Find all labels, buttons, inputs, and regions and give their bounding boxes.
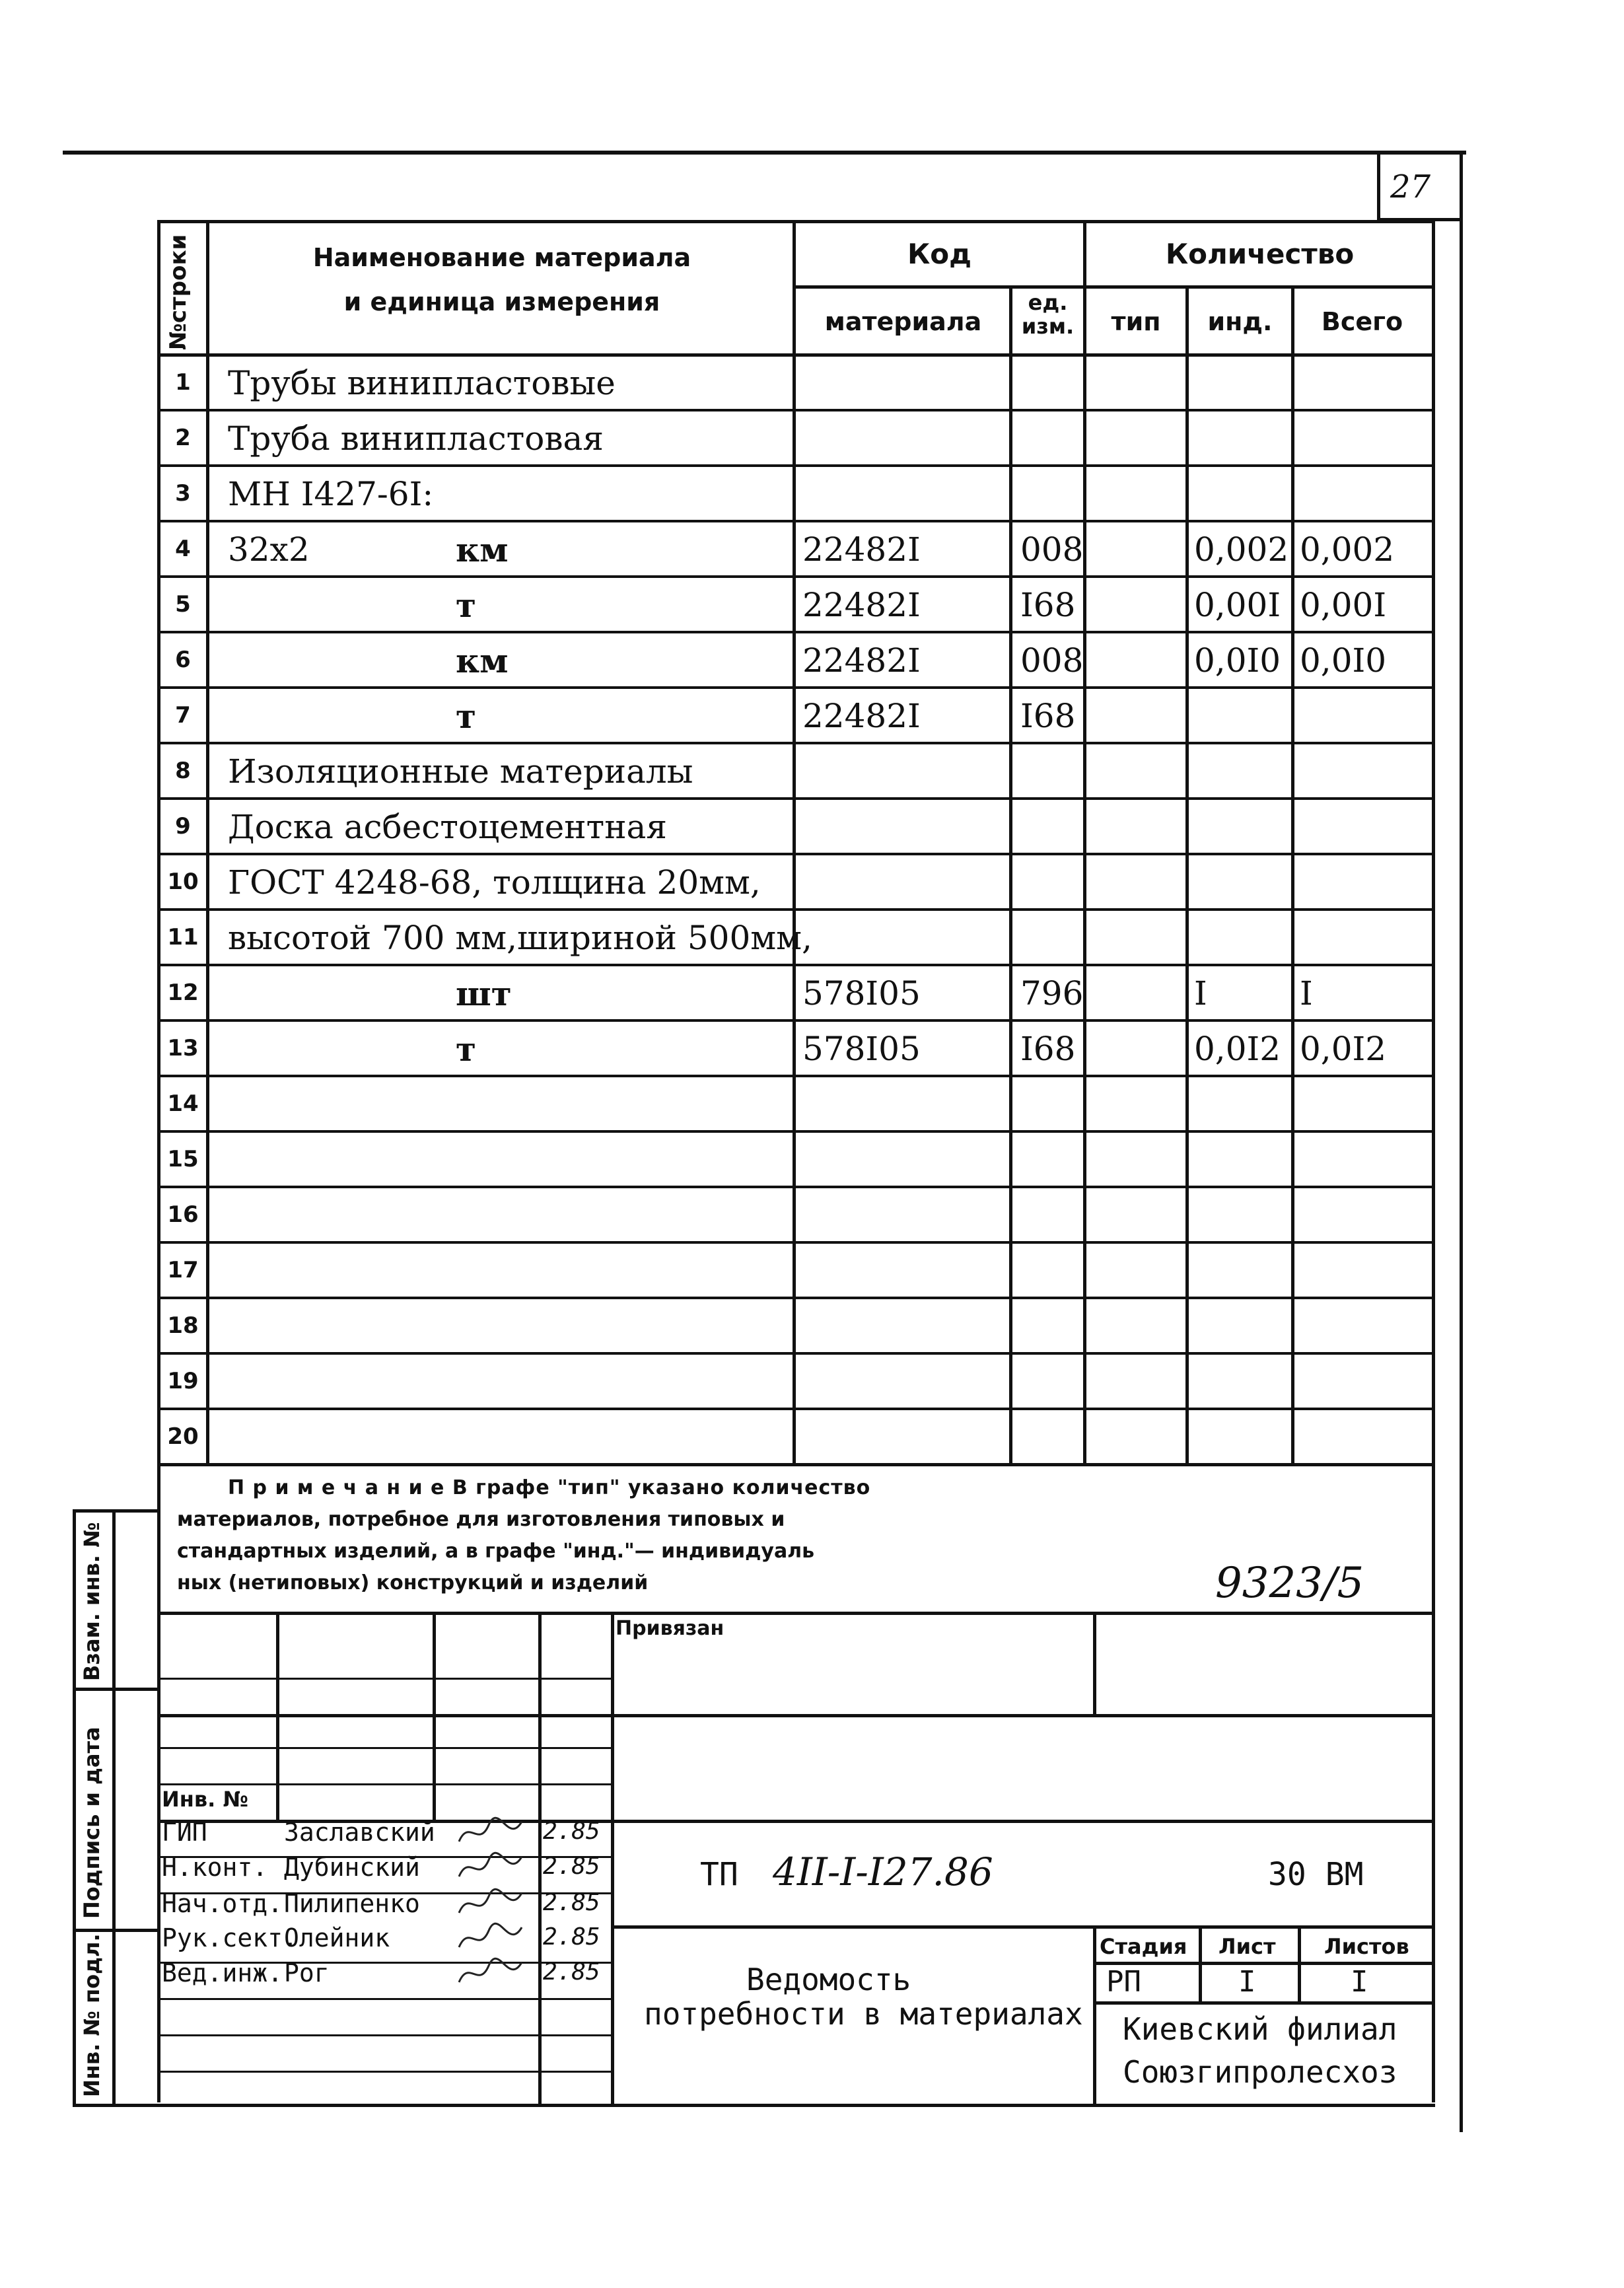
- signature-scribble-icon: [456, 1815, 528, 1851]
- right-edge-line: [1460, 151, 1463, 2132]
- tb-project-code: ТП: [700, 1856, 738, 1893]
- col-line-type: [1185, 285, 1189, 1465]
- row-number: 13: [167, 1035, 199, 1061]
- row-number: 2: [175, 425, 191, 451]
- side-label-podpis: Подпись и дата: [79, 1727, 104, 1919]
- cell-unit-code: I68: [1020, 697, 1076, 735]
- signature-scribble-icon: [456, 1850, 528, 1886]
- side-label-inv: Инв. № подл.: [79, 1933, 104, 2097]
- signature-date: 2.85: [543, 1818, 600, 1845]
- cell-code: 22482I: [802, 641, 921, 680]
- handwritten-number: 9323/5: [1215, 1559, 1364, 1608]
- cell-total: I: [1300, 974, 1313, 1013]
- header-bottom-line: [157, 353, 1435, 357]
- signature-scribble-icon: [456, 1886, 528, 1923]
- col-line-code: [1009, 285, 1012, 1465]
- signature-role: Рук.сект.: [162, 1923, 298, 1952]
- tb-col-2: [433, 1612, 436, 1820]
- tb-sheet-mark: 30 ВМ: [1268, 1856, 1364, 1893]
- header-mid-line: [793, 285, 1433, 289]
- row-line: [157, 1297, 1435, 1299]
- col-line-unit: [1083, 220, 1086, 1465]
- cell-ind: 0,002: [1194, 530, 1289, 569]
- cell-total: 0,0I0: [1300, 641, 1387, 680]
- tb-grid-7: [157, 1998, 611, 2000]
- row-line: [157, 1186, 1435, 1188]
- tb-sheet: I: [1238, 1965, 1256, 1999]
- tb-col-3: [538, 1612, 542, 2104]
- row-number: 20: [167, 1423, 199, 1450]
- header-name-line1: Наименование материала: [312, 243, 691, 272]
- page-number-box-left: [1377, 151, 1380, 220]
- tb-line-bottom: [157, 2104, 1435, 2107]
- header-qty-total: Всего: [1321, 307, 1403, 336]
- signature-role: Нач.отд.: [162, 1889, 283, 1918]
- signature-name: Дубинский: [284, 1853, 420, 1882]
- row-line: [157, 575, 1435, 578]
- row-line: [157, 1352, 1435, 1355]
- tb-sheets: I: [1351, 1965, 1368, 1999]
- tb-privyazan: Привязан: [616, 1617, 724, 1640]
- row-number: 7: [175, 702, 191, 729]
- cell-code: 22482I: [802, 530, 921, 569]
- cell-unit: т: [456, 1030, 476, 1069]
- tb-line-top: [157, 1612, 1435, 1615]
- cell-name: Трубы винипластовые: [228, 364, 616, 402]
- row-line: [157, 1019, 1435, 1022]
- cell-unit: т: [456, 697, 476, 736]
- cell-unit-code: 008: [1020, 530, 1084, 569]
- cell-ind: 0,00I: [1194, 586, 1281, 624]
- table-top-border: [157, 220, 1435, 223]
- tb-grid-8: [157, 2034, 611, 2036]
- row-number: 4: [175, 536, 191, 562]
- tb-grid-9: [157, 2071, 611, 2073]
- cell-name: МН I427-6I:: [228, 475, 434, 513]
- signature-role: Н.конт.: [162, 1853, 268, 1882]
- cell-ind: I: [1194, 974, 1207, 1013]
- note-line-1: П р и м е ч а н и е В графе "тип" указано количество: [228, 1476, 871, 1499]
- header-qty-ind: инд.: [1207, 307, 1273, 336]
- cell-name: высотой 700 мм,шириной 500мм,: [228, 919, 812, 957]
- tb-line-stage: [1093, 1962, 1435, 1965]
- side-label-vzam: Взам. инв. №: [79, 1522, 104, 1681]
- tb-line-2: [157, 1714, 1435, 1717]
- tb-col-stage: [1093, 1925, 1096, 2104]
- tb-grid-2: [157, 1747, 611, 1749]
- header-row-number: №строки: [165, 234, 192, 350]
- note-line-4: ных (нетиповых) конструкций и изделий: [177, 1571, 649, 1594]
- row-number: 12: [167, 980, 199, 1006]
- tb-doc-title-2: потребности в материалах: [644, 1996, 1083, 2032]
- signature-date: 2.85: [543, 1889, 600, 1916]
- tb-org-1: Киевский филиал: [1123, 2011, 1397, 2047]
- header-quantity: Количество: [1165, 238, 1355, 270]
- row-line: [157, 686, 1435, 689]
- tb-grid-1: [157, 1678, 611, 1680]
- tb-sheets-label: Листов: [1324, 1934, 1409, 1959]
- tb-line-4: [611, 1925, 1435, 1929]
- cell-code: 578I05: [802, 1030, 921, 1068]
- row-number: 14: [167, 1090, 199, 1117]
- row-line: [157, 964, 1435, 966]
- row-number: 1: [175, 369, 191, 396]
- cell-unit-code: 008: [1020, 641, 1084, 680]
- cell-code: 578I05: [802, 974, 921, 1013]
- row-line: [157, 631, 1435, 633]
- row-line: [157, 1241, 1435, 1244]
- row-number: 11: [167, 924, 199, 950]
- signature-role: Вед.инж.: [162, 1958, 283, 1987]
- col-line-ind: [1291, 285, 1294, 1465]
- side-stamp-inner: [112, 1509, 116, 2107]
- tb-project-number: 4II-I-I27.86: [773, 1849, 993, 1894]
- row-number: 17: [167, 1257, 199, 1283]
- tb-inv-no: Инв. №: [162, 1787, 248, 1812]
- tb-doc-title-1: Ведомость: [746, 1962, 911, 1997]
- signature-date: 2.85: [543, 1923, 600, 1950]
- row-line: [157, 409, 1435, 411]
- row-line: [157, 1408, 1435, 1410]
- row-line: [157, 853, 1435, 855]
- cell-name: ГОСТ 4248-68, толщина 20мм,: [228, 863, 761, 902]
- signature-name: Рог: [284, 1958, 330, 1987]
- cell-unit: км: [456, 530, 509, 569]
- row-line: [157, 1130, 1435, 1133]
- tb-col-sheets: [1298, 1925, 1301, 2001]
- cell-total: 0,0I2: [1300, 1030, 1387, 1068]
- cell-ind: 0,0I2: [1194, 1030, 1281, 1068]
- cell-unit: км: [456, 641, 509, 680]
- cell-name: Доска асбестоцементная: [228, 808, 667, 846]
- row-line: [157, 464, 1435, 467]
- row-number: 6: [175, 647, 191, 673]
- col-line-rownum: [206, 220, 209, 1465]
- cell-code: 22482I: [802, 586, 921, 624]
- row-line: [157, 908, 1435, 911]
- cell-total: 0,002: [1300, 530, 1395, 569]
- header-code-unit: ед. изм.: [1021, 290, 1075, 339]
- row-number: 16: [167, 1201, 199, 1228]
- row-number: 19: [167, 1368, 199, 1394]
- signature-role: ГИП: [162, 1818, 207, 1847]
- col-line-name: [793, 220, 796, 1465]
- cell-code: 22482I: [802, 697, 921, 735]
- cell-unit: т: [456, 586, 476, 625]
- tb-col-1: [276, 1612, 279, 1820]
- row-line: [157, 1075, 1435, 1077]
- tb-stage: РП: [1106, 1965, 1141, 1999]
- tb-grid-3: [157, 1783, 611, 1785]
- tb-col-privyazan: [1093, 1612, 1096, 1717]
- row-line: [157, 1463, 1435, 1466]
- cell-unit-code: I68: [1020, 586, 1076, 624]
- signature-date: 2.85: [543, 1853, 600, 1880]
- row-line: [157, 742, 1435, 744]
- row-number: 5: [175, 591, 191, 618]
- row-number: 8: [175, 758, 191, 784]
- cell-ind: 0,0I0: [1194, 641, 1281, 680]
- row-number: 18: [167, 1312, 199, 1339]
- cell-name: 32х2: [228, 530, 310, 569]
- row-number: 15: [167, 1146, 199, 1172]
- row-line: [157, 520, 1435, 522]
- header-code: Код: [907, 238, 972, 270]
- tb-line-stage-2: [1093, 2001, 1435, 2005]
- signature-scribble-icon: [456, 1921, 528, 1957]
- tb-col-sheet: [1199, 1925, 1202, 2001]
- note-line-2: материалов, потребное для изготовления типовых и: [177, 1508, 785, 1531]
- tb-org-2: Союзгипролесхоз: [1123, 2054, 1397, 2090]
- signature-name: Заславский: [284, 1818, 435, 1847]
- top-rule: [63, 151, 1466, 155]
- cell-unit-code: 796: [1020, 974, 1084, 1013]
- cell-unit-code: I68: [1020, 1030, 1076, 1068]
- cell-name: Изоляционные материалы: [228, 752, 693, 791]
- cell-total: 0,00I: [1300, 586, 1387, 624]
- tb-stage-label: Стадия: [1100, 1934, 1187, 1959]
- row-number: 9: [175, 813, 191, 840]
- header-code-material: материала: [824, 307, 982, 336]
- header-name-line2: и единица измерения: [343, 287, 660, 316]
- row-number: 10: [167, 869, 199, 895]
- signature-name: Пилипенко: [284, 1889, 420, 1918]
- header-qty-type: тип: [1111, 307, 1161, 336]
- tb-col-4: [611, 1612, 614, 2104]
- cell-name: Труба винипластовая: [228, 419, 604, 458]
- row-line: [157, 797, 1435, 800]
- row-number: 3: [175, 480, 191, 507]
- note-line-3: стандартных изделий, а в графе "инд."— индивидуаль: [177, 1540, 815, 1563]
- side-stamp-left: [73, 1509, 76, 2107]
- signature-date: 2.85: [543, 1958, 600, 1985]
- signature-scribble-icon: [456, 1956, 528, 1992]
- page-number: 27: [1390, 168, 1431, 205]
- cell-unit: шт: [456, 974, 512, 1013]
- tb-sheet-label: Лист: [1218, 1934, 1276, 1959]
- signature-name: Олейник: [284, 1923, 390, 1952]
